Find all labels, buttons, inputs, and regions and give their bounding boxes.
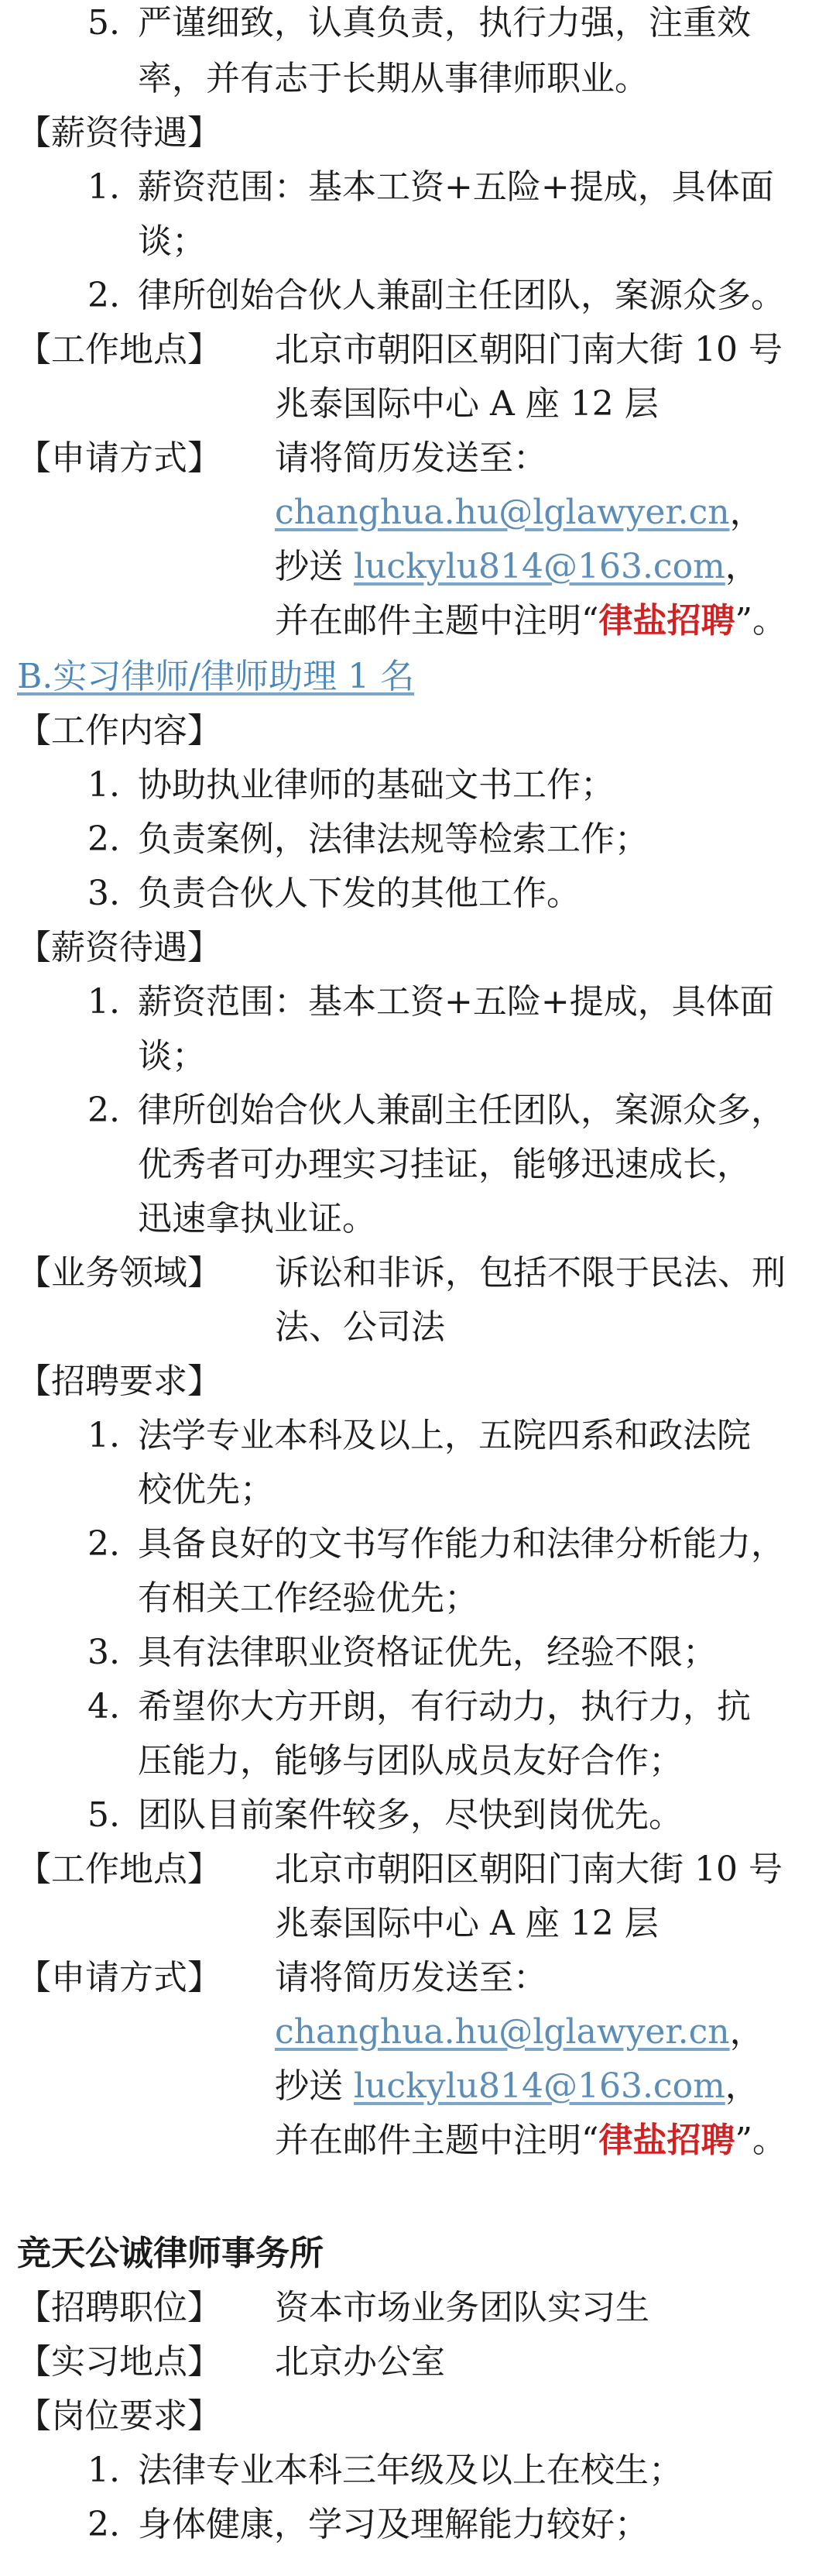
list-item-text: 谈； (138, 222, 206, 261)
list-item-text: 薪资范围：基本工资+五险+提成，具体面 (138, 167, 774, 207)
section-heading-link[interactable]: B.实习律师/律师助理 1 名 (17, 657, 415, 696)
list-item-text: 薪资范围：基本工资+五险+提成，具体面 (138, 982, 774, 1022)
list-item-text: 具备良好的文书写作能力和法律分析能力， (138, 1524, 785, 1564)
list-number: 5. (87, 1795, 120, 1835)
subject-keyword: 律盐招聘 (598, 601, 735, 641)
intern-location-value: 北京办公室 (275, 2342, 445, 2382)
list-item-text: 谈； (138, 1036, 206, 1076)
subject-suffix: ”。 (735, 2121, 786, 2160)
apply-subject-line (275, 2119, 786, 2162)
list-item-text: 希望你大方开朗，有行动力，执行力，抗 (138, 1687, 751, 1726)
list-number: 1. (87, 167, 120, 207)
list-item-text: 迅速拿执业证。 (138, 1199, 376, 1238)
list-item-text: 法学专业本科及以上，五院四系和政法院 (138, 1416, 751, 1455)
location-text: 北京市朝阳区朝阳门南大街 10 号 (275, 1850, 783, 1889)
list-item-text: 身体健康，学习及理解能力较好； (138, 2505, 649, 2544)
list-number: 2. (87, 2505, 120, 2544)
list-item-text: 协助执业律师的基础文书工作； (138, 765, 615, 805)
list-number: 4. (87, 1687, 120, 1726)
punctuation: ， (725, 2066, 759, 2106)
firm-name: 竞天公诚律师事务所 (17, 2234, 324, 2273)
position-label: 【招聘职位】 (17, 2288, 221, 2327)
subject-suffix: ”。 (735, 601, 786, 641)
apply-label: 【申请方式】 (17, 1958, 221, 1997)
cc-prefix: 抄送 (275, 547, 354, 586)
email-link[interactable]: luckylu814@163.com (354, 2066, 725, 2106)
intern-location-label: 【实习地点】 (17, 2342, 221, 2382)
apply-cc-line (275, 545, 759, 589)
list-item-text: 压能力，能够与团队成员友好合作； (138, 1741, 683, 1781)
list-item-text: 校优先； (138, 1470, 274, 1510)
location-text: 兆泰国际中心 A 座 12 层 (275, 1904, 659, 1943)
list-item-text: 严谨细致，认真负责，执行力强，注重效 (138, 3, 751, 43)
list-item-text: 团队目前案件较多，尽快到岗优先。 (138, 1795, 683, 1835)
apply-email-line (275, 491, 764, 534)
list-item-text: 有相关工作经验优先； (138, 1578, 478, 1618)
list-item-text: 律所创始合伙人兼副主任团队，案源众多， (138, 1091, 785, 1130)
position-value: 资本市场业务团队实习生 (275, 2288, 649, 2327)
list-number: 3. (87, 1633, 120, 1672)
apply-subject-line (275, 599, 786, 643)
list-item-text: 负责合伙人下发的其他工作。 (138, 874, 581, 913)
apply-instruction: 请将简历发送至： (275, 1958, 547, 1997)
location-text: 兆泰国际中心 A 座 12 层 (275, 384, 659, 424)
email-link[interactable]: changhua.hu@lglawyer.cn (275, 493, 730, 532)
subject-prefix: 并在邮件主题中注明“ (275, 2121, 599, 2160)
location-label: 【工作地点】 (17, 1850, 221, 1889)
list-number: 1. (87, 2451, 120, 2490)
list-number: 3. (87, 874, 120, 913)
location-text: 北京市朝阳区朝阳门南大街 10 号 (275, 330, 783, 369)
email-link[interactable]: changhua.hu@lglawyer.cn (275, 2012, 730, 2052)
salary-label: 【薪资待遇】 (17, 113, 221, 153)
punctuation: ， (725, 547, 759, 586)
salary-label: 【薪资待遇】 (17, 928, 221, 967)
location-label: 【工作地点】 (17, 330, 221, 369)
apply-cc-line (275, 2065, 759, 2108)
list-number: 2. (87, 819, 120, 859)
list-number: 1. (87, 765, 120, 805)
subject-keyword: 律盐招聘 (598, 2121, 735, 2160)
apply-instruction: 请将简历发送至： (275, 438, 547, 478)
apply-email-line (275, 2011, 764, 2054)
work-label: 【工作内容】 (17, 711, 221, 750)
list-number: 5. (87, 3, 120, 43)
position-requirements-label: 【岗位要求】 (17, 2396, 221, 2436)
list-number: 1. (87, 982, 120, 1022)
requirements-label: 【招聘要求】 (17, 1362, 221, 1401)
list-item-text: 优秀者可办理实习挂证，能够迅速成长， (138, 1145, 751, 1184)
field-text: 诉讼和非诉，包括不限于民法、刑 (275, 1253, 786, 1293)
field-label: 【业务领域】 (17, 1253, 221, 1293)
list-item-text: 律所创始合伙人兼副主任团队，案源众多。 (138, 276, 785, 315)
list-number: 2. (87, 1524, 120, 1564)
field-text: 法、公司法 (275, 1307, 445, 1347)
list-item-text: 率，并有志于长期从事律师职业。 (138, 59, 649, 98)
email-link[interactable]: luckylu814@163.com (354, 547, 725, 586)
list-item-text: 具有法律职业资格证优先，经验不限； (138, 1633, 717, 1672)
punctuation: ， (729, 2012, 764, 2052)
list-item-text: 法律专业本科三年级及以上在校生； (138, 2451, 683, 2490)
list-number: 2. (87, 1091, 120, 1130)
list-item-text: 负责案例，法律法规等检索工作； (138, 819, 649, 859)
punctuation: ， (729, 493, 764, 532)
subject-prefix: 并在邮件主题中注明“ (275, 601, 599, 641)
list-number: 2. (87, 276, 120, 315)
list-number: 1. (87, 1416, 120, 1455)
cc-prefix: 抄送 (275, 2066, 354, 2106)
apply-label: 【申请方式】 (17, 438, 221, 478)
